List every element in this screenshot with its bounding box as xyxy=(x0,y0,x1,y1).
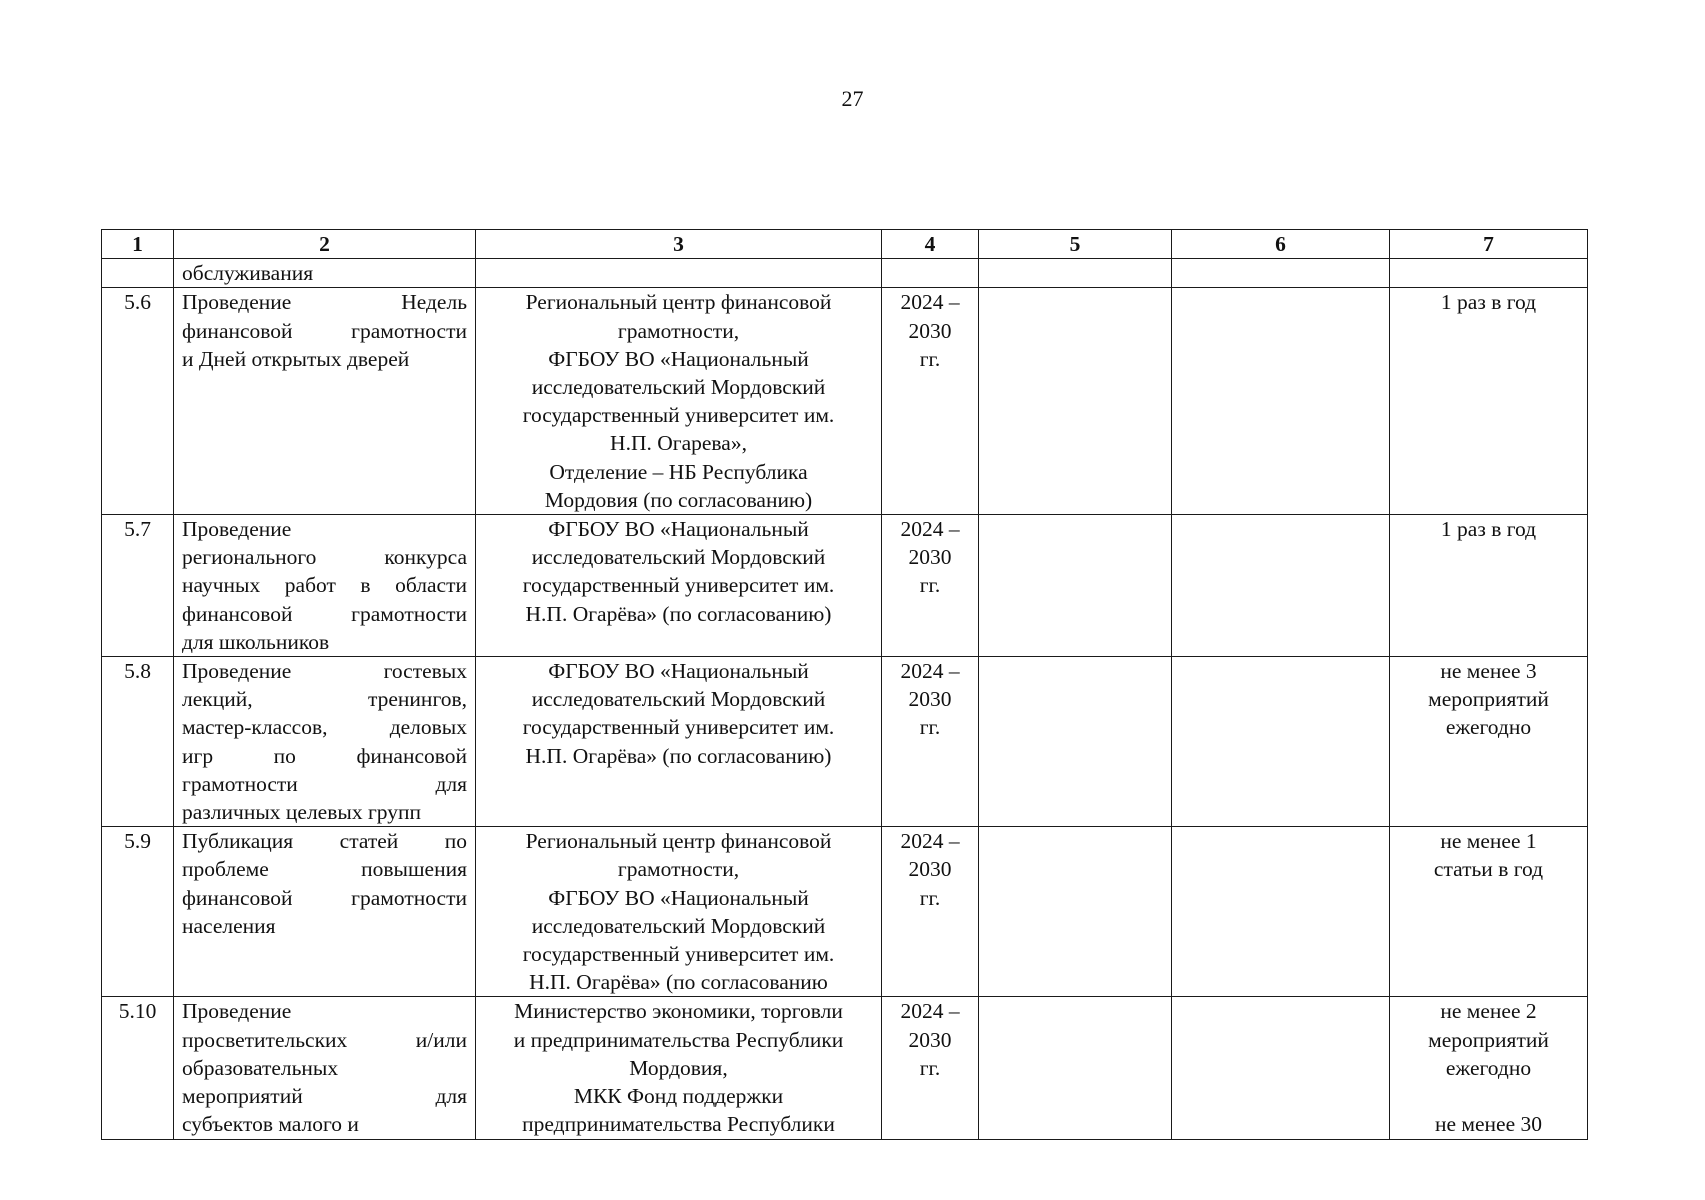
cell-name xyxy=(174,827,476,997)
cell-col5 xyxy=(979,827,1172,997)
cell-line: государственный университет им. xyxy=(522,942,835,967)
cell-line: гг. xyxy=(919,573,941,598)
cell-line: Отделение – НБ Республика xyxy=(549,459,808,484)
cell-line: государственный университет им. xyxy=(522,403,835,428)
cell-term xyxy=(882,259,979,288)
activities-table xyxy=(101,229,1588,1140)
cell-line: Министерство экономики, торговли xyxy=(514,999,843,1024)
cell-term xyxy=(882,997,979,1139)
cell-line: исследовательский Мордовский xyxy=(531,913,826,938)
cell-line: государственный университет им. xyxy=(522,715,835,740)
cell-line: грамотности, xyxy=(617,857,740,882)
cell-name: обслуживания xyxy=(174,259,476,288)
continuation-row xyxy=(102,259,1588,288)
cell-term xyxy=(882,515,979,657)
cell-line: ежегодно xyxy=(1445,1055,1532,1080)
cell-line: исследовательский Мордовский xyxy=(531,375,826,400)
cell-num: 5.10 xyxy=(102,997,174,1139)
header-col-4: 4 xyxy=(882,230,979,259)
cell-line: и предпринимательства Республики xyxy=(513,1027,844,1052)
cell-line: научных работ в области xyxy=(182,573,467,598)
cell-name xyxy=(174,515,476,657)
cell-line: 2030 xyxy=(908,857,952,882)
cell-line: просветительских и/или xyxy=(182,1027,467,1052)
table-row xyxy=(102,997,1588,1139)
cell-line: 1 раз в год xyxy=(1440,290,1537,315)
cell-line: мероприятий для xyxy=(182,1084,467,1109)
cell-num: 5.8 xyxy=(102,657,174,827)
cell-col5 xyxy=(979,515,1172,657)
table-row xyxy=(102,515,1588,657)
header-col-7: 7 xyxy=(1390,230,1588,259)
cell-num: 5.6 xyxy=(102,288,174,515)
cell-col5 xyxy=(979,997,1172,1139)
cell-line: гг. xyxy=(919,715,941,740)
cell-term xyxy=(882,827,979,997)
cell-line: 2024 – xyxy=(900,517,960,542)
cell-line: ФГБОУ ВО «Национальный xyxy=(548,517,809,542)
cell-executor xyxy=(476,259,882,288)
cell-line: игр по финансовой xyxy=(182,743,467,768)
cell-line: мероприятий xyxy=(1428,687,1549,712)
cell-line: ежегодно xyxy=(1445,715,1532,740)
cell-executor xyxy=(476,515,882,657)
cell-line: Мордовия, xyxy=(629,1055,728,1080)
cell-line: Региональный центр финансовой xyxy=(525,829,832,854)
cell-line: 2024 – xyxy=(900,659,960,684)
cell-col6 xyxy=(1172,515,1390,657)
table-row xyxy=(102,827,1588,997)
header-row xyxy=(102,230,1588,259)
cell-line: лекций, тренингов, xyxy=(182,687,467,712)
cell-term xyxy=(882,288,979,515)
cell-line: различных целевых групп xyxy=(182,800,421,825)
cell-line: 2030 xyxy=(908,318,952,343)
cell-line: ФГБОУ ВО «Национальный xyxy=(548,346,809,371)
cell-executor xyxy=(476,827,882,997)
cell-line: не менее 1 xyxy=(1440,829,1537,854)
cell-line: Проведение xyxy=(182,999,292,1024)
cell-col5 xyxy=(979,259,1172,288)
cell-line: финансовой грамотности xyxy=(182,885,467,910)
cell-result xyxy=(1390,657,1588,827)
table-row xyxy=(102,288,1588,515)
cell-line xyxy=(1398,1082,1579,1110)
cell-line: Мордовия (по согласованию) xyxy=(544,487,813,512)
cell-line: грамотности, xyxy=(617,318,740,343)
cell-result xyxy=(1390,827,1588,997)
cell-line: статьи в год xyxy=(1433,857,1544,882)
cell-line: 2024 – xyxy=(900,829,960,854)
cell-line: и Дней открытых дверей xyxy=(182,346,410,371)
cell-line: не менее 2 xyxy=(1440,999,1537,1024)
cell-line: Проведение гостевых xyxy=(182,659,467,684)
cell-line: Н.П. Огарёва» (по согласованию) xyxy=(525,601,832,626)
cell-line: финансовой грамотности xyxy=(182,318,467,343)
cell-name xyxy=(174,657,476,827)
header-col-6: 6 xyxy=(1172,230,1390,259)
cell-line: Проведение Недель xyxy=(182,290,467,315)
cell-result xyxy=(1390,997,1588,1139)
cell-line: Публикация статей по xyxy=(182,829,467,854)
cell-line: образовательных xyxy=(182,1055,339,1080)
cell-line: исследовательский Мордовский xyxy=(531,545,826,570)
cell-line: МКК Фонд поддержки xyxy=(573,1084,784,1109)
cell-line: не менее 3 xyxy=(1440,659,1537,684)
cell-col6 xyxy=(1172,259,1390,288)
cell-line: мастер-классов, деловых xyxy=(182,715,467,740)
cell-line: государственный университет им. xyxy=(522,573,835,598)
cell-line: Н.П. Огарёва» (по согласованию xyxy=(529,970,828,995)
cell-col5 xyxy=(979,657,1172,827)
cell-line: Проведение xyxy=(182,517,292,542)
page-number: 27 xyxy=(841,86,864,111)
cell-line: не менее 30 xyxy=(1434,1112,1543,1137)
cell-executor xyxy=(476,997,882,1139)
cell-line: мероприятий xyxy=(1428,1027,1549,1052)
cell-executor xyxy=(476,288,882,515)
cell-line: 2024 – xyxy=(900,999,960,1024)
cell-col5 xyxy=(979,288,1172,515)
cell-col6 xyxy=(1172,288,1390,515)
header-col-3: 3 xyxy=(476,230,882,259)
header-col-5: 5 xyxy=(979,230,1172,259)
cell-line: проблеме повышения xyxy=(182,857,467,882)
cell-line: Н.П. Огарева», xyxy=(610,431,747,456)
cell-line: гг. xyxy=(919,885,941,910)
cell-name xyxy=(174,288,476,515)
cell-col6 xyxy=(1172,657,1390,827)
cell-result xyxy=(1390,259,1588,288)
cell-line: грамотности для xyxy=(182,771,467,796)
cell-line: ФГБОУ ВО «Национальный xyxy=(548,885,809,910)
cell-line: предпринимательства Республики xyxy=(522,1112,835,1137)
cell-line: 2030 xyxy=(908,1027,952,1052)
cell-name xyxy=(174,997,476,1139)
cell-line: 2030 xyxy=(908,687,952,712)
cell-executor xyxy=(476,657,882,827)
cell-line: регионального конкурса xyxy=(182,545,467,570)
cell-num: 5.7 xyxy=(102,515,174,657)
cell-line: субъектов малого и xyxy=(182,1112,359,1137)
cell-result xyxy=(1390,288,1588,515)
cell-line: гг. xyxy=(919,346,941,371)
cell-line: 2024 – xyxy=(900,290,960,315)
cell-line: исследовательский Мордовский xyxy=(531,687,826,712)
cell-line: гг. xyxy=(919,1055,941,1080)
table-row xyxy=(102,657,1588,827)
cell-line: Н.П. Огарёва» (по согласованию) xyxy=(525,743,832,768)
cell-line: для школьников xyxy=(182,629,330,654)
cell-term xyxy=(882,657,979,827)
header-col-1: 1 xyxy=(102,230,174,259)
cell-line: финансовой грамотности xyxy=(182,601,467,626)
cell-col6 xyxy=(1172,827,1390,997)
cell-line: 1 раз в год xyxy=(1440,517,1537,542)
cell-line: ФГБОУ ВО «Национальный xyxy=(548,659,809,684)
cell-result xyxy=(1390,515,1588,657)
cell-num: 5.9 xyxy=(102,827,174,997)
cell-line: населения xyxy=(182,913,276,938)
cell-line: Региональный центр финансовой xyxy=(525,290,832,315)
cell-col6 xyxy=(1172,997,1390,1139)
header-col-2: 2 xyxy=(174,230,476,259)
cell-line: 2030 xyxy=(908,545,952,570)
cell-num xyxy=(102,259,174,288)
